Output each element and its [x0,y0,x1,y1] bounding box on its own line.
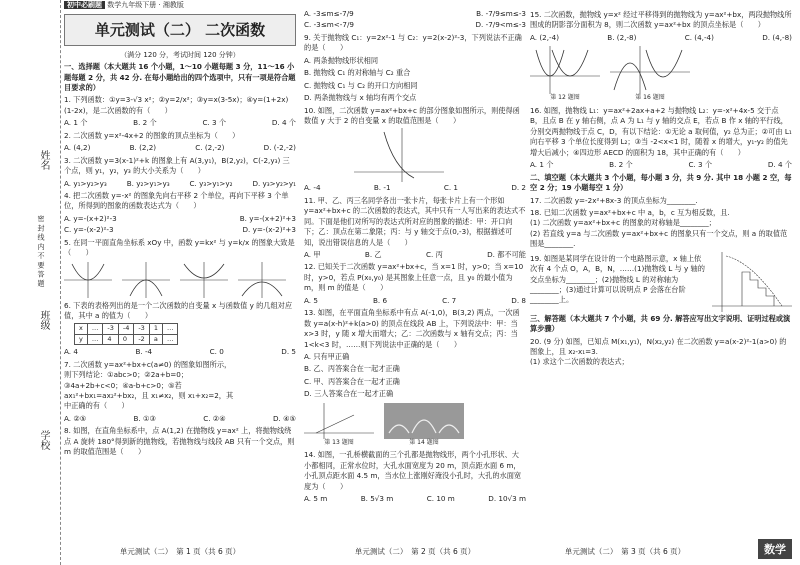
figure-12-caption: 第 12 题图 [550,94,580,102]
question-15: 15. 二次函数，抛物线 y=x² 经过平移得到的抛物线为 y=ax²+bx，两段抛物线所围成的阴影部分面积为 8，则二次函数 y=ax²+bx 的顶点坐标是（ ） [530,10,792,30]
option: D. 2 [511,183,526,193]
option: D. y₃>y₂>y₁ [252,178,296,188]
option: B. (2,2) [129,143,157,153]
option: A. -4 [304,183,321,193]
option: D. 4 个 [271,118,296,128]
column-3 [530,8,792,370]
option: C. (4,-4) [684,32,714,42]
option: D. (4,-8) [762,32,792,42]
option: A. 5 m [304,494,328,504]
question-15-16-figures [530,46,792,103]
question-8: 8. 如图，在直角坐标系中，点 A(1,2) 在抛物线 y=ax² 上，将抛物线绕点 A 旋转 180°得到新的抛物线，若抛物线与线段 AB 只有一个交点，则 m 的取值范围是（ ） [64,426,295,457]
option: B. (2,-8) [607,32,637,42]
exam-meta: （满分 120 分，考试时间 120 分钟） [120,51,240,59]
option: D. 两条抛物线与 x 轴均有两个交点 [304,93,417,103]
option: C. y₃>y₁>y₂ [189,178,233,188]
option: B. -7/9≤m≤-3 [476,9,526,18]
section-2-heading: 二、填空题（本大题共 3 个小题，每小题 3 分，共 9 分. 其中 18 小题 2 空，每空 2 分；19 小题每空 1 分） [530,172,792,193]
subject-badge: 数学 [758,539,792,559]
question-1: 1. 下列函数：①y=3-√3 x²；②y=2/x²；③y=x(3-5x)；④y=(1+2x)(1-2x)，是二次函数的有（ ） [64,95,289,115]
question-5: 5. 在同一平面直角坐标系 xOy 中，函数 y=kx² 与 y=k/x 的图象大致是（ ） [64,237,295,258]
question-7-options [64,414,296,424]
option: B. -4 [135,347,153,357]
option: A. 两条抛物线形状相同 [304,55,379,65]
question-4-options-b [64,225,296,235]
question-3: 3. 二次函数 y=3(x-1)²+k 的图象上有 A(3,y₁)，B(2,y₂)，C(-2,y₃) 三个点，则 y₁，y₂，y₃ 的大小关系为（ ） [64,155,290,176]
figure-16-icon [610,46,690,94]
option: B. -1 [373,183,391,193]
question-5-graphs [64,262,296,298]
option: B. 2 个 [609,160,633,170]
question-20: 20. (9 分) 如图，已知点 M(x₁,y₁)，N(x₂,y₂) 在二次函数 y=a(x-2)²-1(a>0) 的图象上，且 x₂-x₁=3. (1) 求这个二次函数的表达式； [530,336,787,367]
option: B. ①③ [133,413,156,423]
option: C. 3 个 [202,118,227,128]
question-19-block [530,252,792,312]
option: B. y=-(x+2)²+3 [239,213,296,223]
option: D. 三人答案合在一起才正确 [304,389,394,399]
figure-16 [610,46,690,103]
option: A. y₁>y₂>y₃ [64,178,107,188]
footer-page-1: 单元测试（二） 第 1 页（共 6 页） [119,547,241,556]
option: C. y=-(x-2)²-3 [64,225,114,235]
option: B. y₂>y₁>y₃ [126,178,170,188]
option: C. -3≤m<-7/9 [304,20,354,30]
figure-12-icon [530,46,600,94]
question-10-options [304,183,526,193]
option: B. 2 个 [133,118,157,128]
graph-d-icon [238,262,286,298]
option: A. 甲 [304,250,321,259]
option: B. 乙 [364,250,382,259]
section-3-heading: 三、解答题（本大题共 7 个小题，共 69 分. 解答应写出文字说明、证明过程或演算步骤） [530,313,791,334]
question-10: 10. 如图，二次函数 y=ax²+bx+c 的部分图象如图所示，则使得函数值 y 大于 2 的自变量 x 的取值范围是（ ） [304,105,520,125]
question-6-table: x … -3 -4 -3 1 … y … 4 0 -2 a … [74,323,178,345]
bridge-photo-icon [384,403,464,439]
name-label: 姓名 [38,150,49,170]
option: A. (2,-4) [530,32,559,42]
question-12: 12. 已知关于二次函数 y=ax²+bx+c，当 x=1 时，y>0；当 x=10 时，y>0，若点 P(x₀,y₀) 是其图象上任意一点，且 y₀ 的最小值为 m，则 m 的值是（ ） [304,262,524,293]
question-7: 7. 二次函数 y=ax²+bx+c(a≠0) 的图象如图所示，则下列结论：①abc>0；②2a+b=0；③4a+2b+c<0；④a-b+c>0；⑤若 ax₁²+bx₁=ax₂²+bx₂，且 x₁≠x₂，则 x₁+x₂=2，其中正确的有（ ） [64,359,234,411]
figure-13-icon [304,403,374,439]
option: B. 6 [372,295,388,305]
question-13-14-figures [304,403,526,448]
option: C. 0 [209,347,224,357]
school-label: 学校 [38,430,49,450]
binding-sidebar [0,0,61,565]
question-11-options [304,250,526,260]
seal-text: 密 封 线 内 不 要 答 题 [37,215,45,287]
option: A. -3≤m≤-7/9 [304,9,354,18]
option: C. (2,-2) [195,143,225,153]
option: A. ②⑤ [64,413,87,423]
column-2 [304,8,526,506]
question-8-options-b [304,20,526,30]
option: A. 1 个 [530,160,554,170]
option: B. 乙、丙答案合在一起才正确 [304,364,400,374]
option: D. 10√3 m [488,494,526,504]
option: D. ④⑤ [272,413,296,423]
figure-14-caption: 第 14 题图 [409,438,439,446]
question-19: 19. 如图是某同学在设计的一个电路图示意，x 轴上依次有 4 个点 O，A，B，N，……(1)抛物线 L 与 y 轴的交点坐标为________；(2)抛物线 L 的对称轴为________；(3)通过计算可以说明点 P 会落在台阶________上。 [530,253,705,305]
question-14-options [304,494,526,504]
question-1-options [64,118,296,128]
figure-13-caption: 第 13 题图 [324,438,354,446]
option: C. 甲、丙答案合在一起才正确 [304,376,400,386]
question-16: 16. 如图，抛物线 L₁：y=ax²+2ax+a+2 与抛物线 L₂：y=-x²+4x-5 交于点 B，且点 B 在 y 轴右侧，点 A 为 L₁ 与 y 轴的交点 E，若点 B 作 x 轴的平行线，分别交两抛物线于点 C，D，有以下结论：①无论 a 取何值，y₂ 总为正；②可由 L₁ 向右平移 3 个单位长度得到 L₂；③当 -2<x<1 时，随着 x 的增大，y₁-y₂ 的值先增大后减小；④四边形 AECD 的面积为 18，其中正确的有（ ） [530,106,792,157]
class-label: 班级 [38,310,49,330]
option: D. y=-(x-2)²+3 [242,225,296,235]
footer-page-3: 单元测试（二） 第 3 页（共 6 页） [564,547,686,556]
section-1-heading: 一、选择题（本大题共 16 个小题，1～10 小题每题 3 分，11～16 小题每题 2 分，共 42 分. 在每小题给出的四个选项中，只有一项是符合题目要求的） [64,62,296,93]
question-12-options [304,296,526,306]
option: D. (-2,-2) [263,143,296,153]
option: C. 抛物线 C₁ 与 C₂ 的开口方向相同 [304,80,418,90]
question-3-options [64,179,296,189]
question-4-options [64,214,296,224]
figure-14 [384,403,464,448]
figure-12 [530,46,600,103]
option: C. 3 个 [688,160,713,170]
option: A. 只有甲正确 [304,351,350,361]
question-2-options [64,143,296,153]
option: D. 都不可能 [487,250,526,259]
question-17: 17. 二次函数 y=-2x²+8x-3 的顶点坐标为________. [530,195,698,205]
header-subtitle: 数学九年级下册 · 湘教版 [107,1,184,9]
staircase-graph-icon [712,252,792,312]
question-8-options [304,9,526,19]
question-4: 4. 把二次函数 y=-x² 的图象先向右平移 2 个单位，再向下平移 3 个单位，所得到的图象的函数表达式为（ ） [64,190,289,211]
option: A. 5 [304,295,318,305]
option: D. 5 [281,347,296,357]
question-11: 11. 甲、乙、丙三名同学各出一张卡片，每张卡片上有一个形如 y=ax²+bx+c 的二次函数的表达式，其中只有一人写出来的表达式不同。下面是他们对所写的表达式所对应的图象的描述：甲：开口向下；乙：顶点在第二象限；丙：与 y 轴交于点(0,-3)，根据描述可知，说出错误信息的人是（ ） [304,195,526,247]
graph-b-icon [122,262,170,298]
question-10-graph-icon [354,128,444,182]
question-18: 18. 已知二次函数 y=ax²+bx+c 中 a，b，c 互为相反数，且. (1) 二次函数 y=ax²+bx+c 的图象的对称轴是________； (2) 若直线 y=a 与二次函数 y=ax²+bx+c 的图象只有一个交点，则 a 的取值范围是________. [530,207,788,249]
option: B. 5√3 m [360,494,394,504]
question-6: 6. 下表的表格列出的是一个二次函数的自变量 x 与函数值 y 的几组对应值，其中 a 的值为（ ） [64,300,293,321]
option: A. y=-(x+2)²-3 [64,213,117,223]
option: C. 10 m [426,494,455,504]
option: D. 8 [511,295,526,305]
option: C. 丙 [425,250,443,259]
option: D. -7/9<m≤-3 [475,20,526,30]
option: C. ②④ [203,413,226,423]
option: C. 7 [442,295,457,305]
option: A. 4 [64,347,78,357]
figure-16-caption: 第 16 题图 [635,94,665,102]
question-2: 2. 二次函数 y=x²-4x+2 的图象的顶点坐标为（ ） [64,130,240,140]
header-tag: 初中必刷题 [64,1,105,9]
exam-title: 单元测试（二） 二次函数 [64,14,296,46]
question-13: 13. 如图，在平面直角坐标系中有点 A(-1,0)，B(3,2) 两点，一次函数 y=a(x-h)²+k(a>0) 的顶点在线段 AB 上，下列说法中：甲：当 x>3 时，y 随 x 增大而增大；乙：二次函数与 x 轴有交点；丙：当 1<k<3 时，……则下列说法中正确的是（ ） [304,308,520,349]
graph-a-icon [64,262,112,298]
column-1 [64,8,296,460]
option: C. 1 [443,183,458,193]
question-16-options [530,160,792,170]
option: A. (4,2) [64,143,91,153]
graph-c-icon [180,262,228,298]
option: A. 1 个 [64,118,88,128]
question-15-options [530,33,792,43]
option: D. 4 个 [767,160,792,170]
question-9: 9. 关于抛物线 C₁：y=2x²-1 与 C₂：y=2(x-2)²-3，下列说法不正确的是（ ） [304,32,522,53]
question-14: 14. 如图，一孔桥横截面的三个孔都是抛物线形，两个小孔形状、大小都相同，正常水位时，大孔水面宽度为 20 m，顶点距水面 6 m，小孔顶点距水面 4.5 m，当水位上涨刚好淹没小孔时，大孔的水面宽度为（ ） [304,450,522,491]
footer-page-2: 单元测试（二） 第 2 页（共 6 页） [354,547,476,556]
question-6-options [64,347,296,357]
figure-13 [304,403,374,448]
option: B. 抛物线 C₁ 的对称轴与 C₂ 重合 [304,68,411,78]
